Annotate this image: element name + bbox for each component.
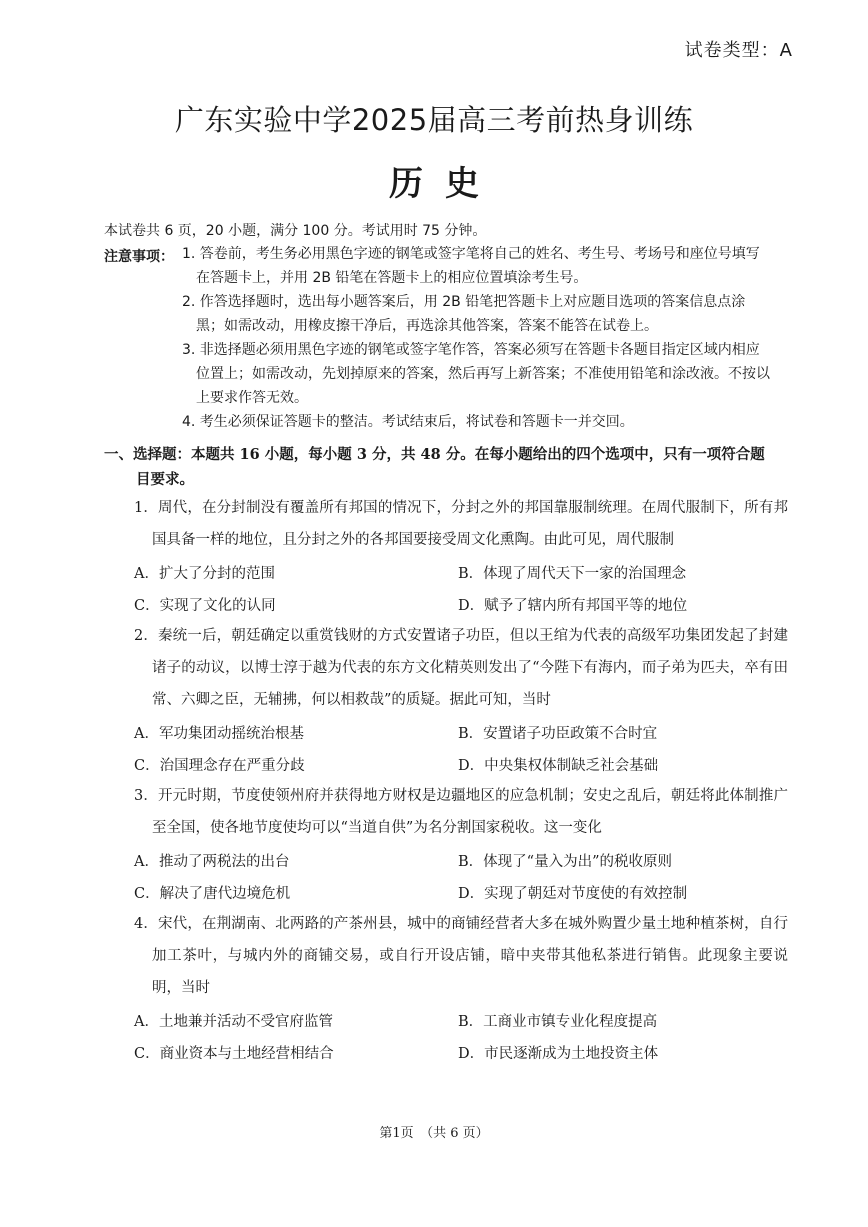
exam-info: 本试卷共 6 页，20 小题，满分 100 分。考试用时 75 分钟。	[104, 223, 487, 239]
question-2-stem: 2．秦统一后，朝廷确定以重赏钱财的方式安置诸子功臣，但以王绾为代表的高级军功集团发起了封建诸子的动议，以博士淳于越为代表的东方文化精英则发出了“今陛下有海内，而子弟为匹夫，卒有田常、六卿之臣，无辅拂，何以相救哉”的质疑。据此可知，当时	[134, 628, 788, 708]
question-1-option-d: D．赋予了辖内所有邦国平等的地位	[458, 598, 688, 614]
question-2-option-c: C．治国理念存在严重分歧	[134, 758, 305, 774]
question-3-option-c: C．解决了唐代边境危机	[134, 886, 291, 902]
question-4-option-d: D．市民逐渐成为土地投资主体	[458, 1046, 659, 1062]
notice-heading: 注意事项：	[104, 249, 174, 265]
question-3-option-a: A．推动了两税法的出台	[134, 854, 290, 870]
notice-item-2: 2. 作答选择题时，选出每小题答案后，用 2B 铅笔把答题卡上对应题目选项的答案信息点涂黑；如需改动，用橡皮擦干净后，再选涂其他答案，答案不能答在试卷上。	[182, 294, 746, 334]
question-4-option-a: A．土地兼并活动不受官府监管	[134, 1014, 333, 1030]
notice-item-4: 4. 考生必须保证答题卡的整洁。考试结束后，将试卷和答题卡一并交回。	[182, 414, 634, 430]
question-3-stem: 3．开元时期，节度使领州府并获得地方财权是边疆地区的应急机制；安史之乱后，朝廷将此体制推广至全国，使各地节度使均可以“当道自供”为名分割国家税收。这一变化	[134, 788, 788, 836]
question-3-option-b: B．体现了“量入为出”的税收原则	[458, 854, 672, 870]
question-2-option-b: B．安置诸子功臣政策不合时宜	[458, 726, 658, 742]
exam-type-label: 试卷类型：A	[684, 40, 793, 61]
page-title: 广东实验中学2025届高三考前热身训练	[174, 103, 694, 137]
notice-item-1: 1. 答卷前，考生务必用黑色字迹的钢笔或签字笔将自己的姓名、考生号、考场号和座位号填写在答题卡上，并用 2B 铅笔在答题卡上的相应位置填涂考生号。	[182, 246, 760, 286]
page-footer: 第1页 （共 6 页）	[379, 1126, 489, 1141]
question-2-option-d: D．中央集权体制缺乏社会基础	[458, 758, 659, 774]
question-4-stem: 4．宋代，在荆湖南、北两路的产茶州县，城中的商铺经营者大多在城外购置少量土地种植茶树，自行加工茶叶，与城内外的商铺交易，或自行开设店铺，暗中夹带其他私茶进行销售。此现象主要说明，当时	[134, 916, 788, 996]
question-2-option-a: A．军功集团动摇统治根基	[134, 726, 304, 742]
question-1-stem: 1．周代，在分封制没有覆盖所有邦国的情况下，分封之外的邦国靠服制统理。在周代服制下，所有邦国具备一样的地位，且分封之外的各邦国要接受周文化熏陶。由此可见，周代服制	[134, 500, 788, 548]
question-1-option-c: C．实现了文化的认同	[134, 598, 276, 614]
notice-item-3: 3. 非选择题必须用黑色字迹的钢笔或签字笔作答，答案必须写在答题卡各题目指定区域内相应位置上；如需改动，先划掉原来的答案，然后再写上新答案；不准使用铅笔和涂改液。不按以上要求作答无效。	[182, 342, 770, 406]
section-heading: 一、选择题：本题共 16 小题，每小题 3 分，共 48 分。在每小题给出的四个选项中，只有一项符合题目要求。	[104, 446, 765, 488]
question-1-option-b: B．体现了周代天下一家的治国理念	[458, 566, 687, 582]
question-4-option-b: B．工商业市镇专业化程度提高	[458, 1014, 658, 1030]
question-4-option-c: C．商业资本与土地经营相结合	[134, 1046, 334, 1062]
subject-title: 历史	[389, 164, 501, 204]
question-1-option-a: A．扩大了分封的范围	[134, 566, 275, 582]
question-3-option-d: D．实现了朝廷对节度使的有效控制	[458, 886, 688, 902]
